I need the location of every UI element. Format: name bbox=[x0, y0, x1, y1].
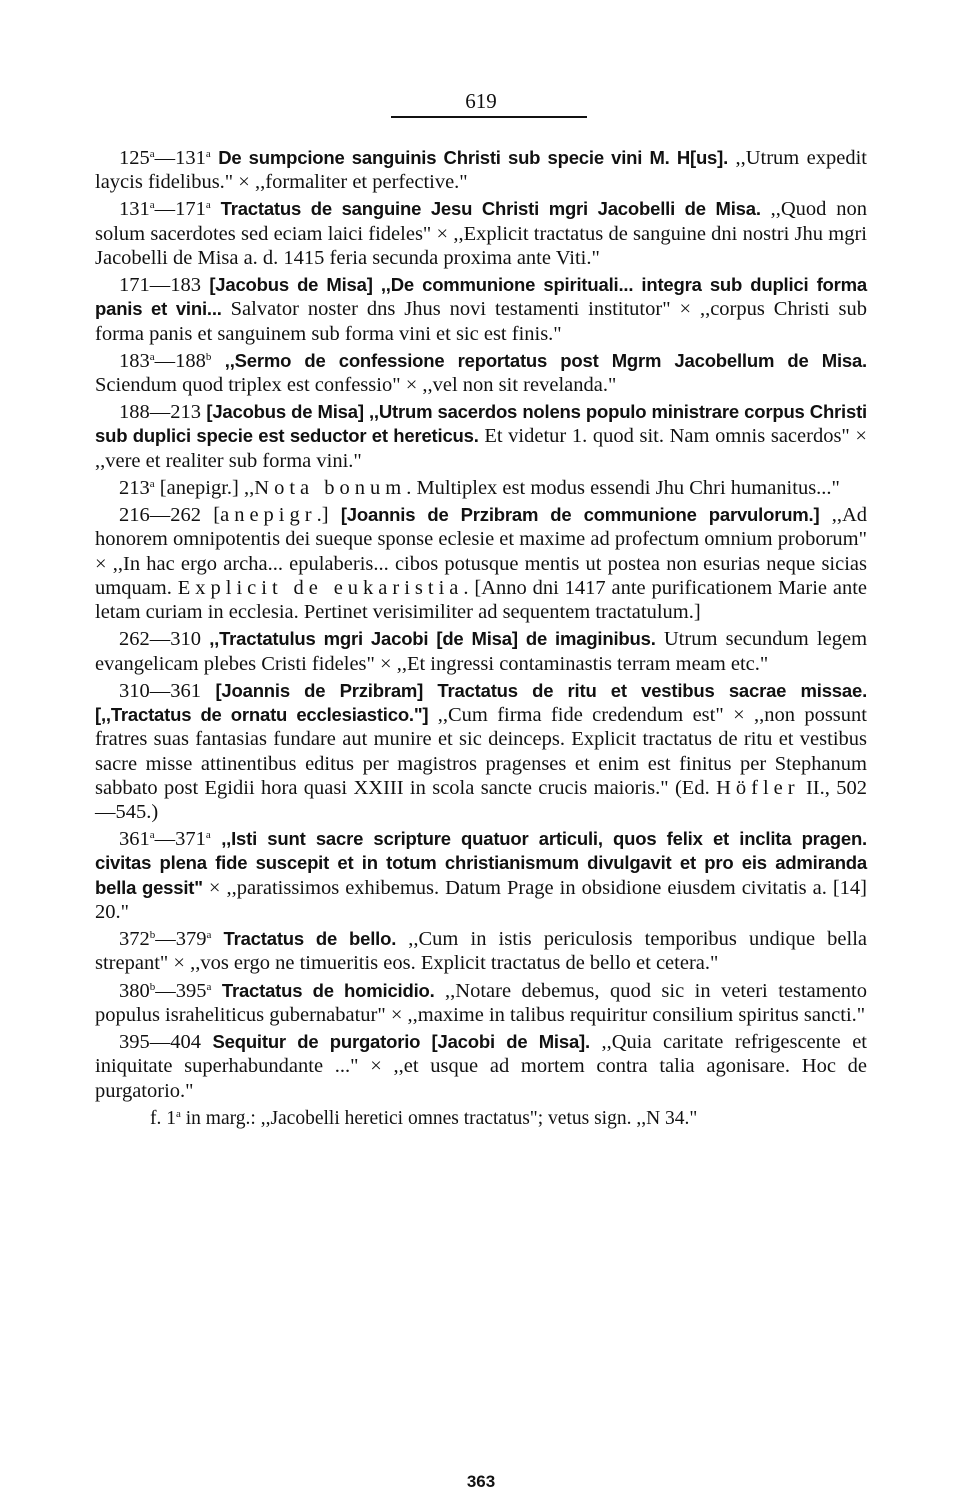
catalogue-entry bbox=[95, 979, 867, 1028]
entry-text: ,,Cum in istis periculosis temporibus undique bella strepant" × ,,vos ergo ne timueritis eos. Explicit tractatus de bello et cetera." bbox=[95, 928, 868, 975]
catalogue-entry bbox=[95, 927, 867, 976]
entry-tail: . [Anno dni 1417 ante purificationem Marie ante letam curiam in ecclesia. Pertinet verisimiliter ad sequentem tractatulum.] bbox=[95, 576, 867, 624]
entry-title: Tractatus de sanguine Jesu Christi mgri Jacobelli de Misa. bbox=[220, 198, 761, 220]
catalogue-entry bbox=[95, 503, 867, 624]
entry-title: ,,Tractatulus mgri Jacobi [de Misa] de imaginibus. bbox=[209, 628, 656, 650]
folio-range: 188—213 bbox=[119, 401, 201, 424]
folio-range: 380$^b$—395$^a$ bbox=[119, 979, 212, 1002]
header-rule bbox=[391, 116, 587, 118]
catalogue-entry bbox=[95, 1030, 867, 1103]
entry-prefix: [ bbox=[201, 503, 221, 526]
entry-title: ,,Sermo de confessione reportatus post Mgrm Jacobellum de Misa. bbox=[224, 349, 867, 371]
entry-title: [Joannis de Przibram de communione parvulorum.] bbox=[340, 503, 820, 525]
entry-text: Salvator noster dns Jhus novi testamenti institutor" × ,,corpus Christi sub forma panis et sanguinem sub forma vini et sic est finis." bbox=[95, 298, 867, 345]
page-number-top: 619 bbox=[465, 89, 497, 113]
entry-text: Et videtur 1. quod sit. Nam omnis sacerdos" × ,,vere et realiter sub forma vini." bbox=[95, 425, 867, 472]
entry-title: [Joannis de Przibram] Tractatus de ritu et vestibus sacrae missae. [,,Tractatus de ornatu ecclesiastico."] bbox=[95, 679, 868, 725]
folio-range: 395—404 bbox=[119, 1030, 201, 1053]
catalogue-entries bbox=[95, 146, 867, 1134]
entry-text: ,,Quod non solum sacerdotes sed eciam laici fideles" × ,,Explicit tractatus de sanguine dni nostri Jhu mgri Jacobelli de Misa a. d. 1415 feria secunda proxima ante Viti." bbox=[95, 198, 868, 269]
marginal-note: f. 1$^a$ in marg.: ,,Jacobelli heretici omnes tractatus"; vetus sign. ,,N 34." bbox=[150, 1107, 698, 1129]
entry-title: Tractatus de bello. bbox=[223, 928, 397, 950]
entry-title: Sequitur de purgatorio [Jacobi de Misa]. bbox=[212, 1030, 590, 1052]
spaced-word: anepigr bbox=[220, 503, 317, 526]
spaced-author: Höfler bbox=[716, 776, 800, 799]
folio-range: 131$^a$—171$^a$ bbox=[119, 198, 211, 221]
spaced-title: Nota bonum bbox=[254, 476, 407, 499]
folio-range: 216—262 bbox=[119, 503, 201, 526]
entry-text: × ,,paratissimos exhibemus. Datum Prage in obsidione eiusdem civitatis a. [14] 20." bbox=[95, 876, 868, 924]
catalogue-entry bbox=[95, 197, 867, 270]
folio-range: 361$^a$—371$^a$ bbox=[119, 828, 211, 851]
catalogue-entry bbox=[95, 146, 867, 195]
folio-range: 125$^a$—131$^a$ bbox=[119, 147, 211, 169]
catalogue-entry bbox=[95, 627, 867, 676]
entry-title: De sumpcione sanguinis Christi sub specie vini M. H[us]. bbox=[218, 147, 729, 168]
folio-range: 262—310 bbox=[119, 628, 201, 651]
entry-text: ,,Notare debemus, quod sic in veteri testamento populus israheliticus gubernabatur" × ,,maxime in talibus requiritur consilium spiritus sancti." bbox=[95, 979, 867, 1026]
folio-range: 213$^a$ bbox=[119, 476, 155, 499]
page-number-bottom: 363 bbox=[466, 1472, 496, 1491]
entry-text: Utrum secundum legem evangelicam plebes Cristi fideles" × ,,Et ingressi contaminastis terram meam etc." bbox=[95, 628, 868, 675]
folio-range: 372$^b$—379$^a$ bbox=[119, 928, 212, 951]
folio-range: 171—183 bbox=[119, 274, 201, 297]
entry-text: ,,Ad honorem omnipotentis dei sueque sponse eclesie et maxime ad profectum omnium proborum" × ,,In hac ergo archa... epulaberis... cibos potusque mentis ut postea non esurias neque sicias umquam. bbox=[95, 503, 868, 599]
catalogue-entry bbox=[95, 679, 867, 825]
spaced-explicit: Explicit de eukaristia bbox=[177, 576, 464, 599]
entry-title: [Jacobus de Misa] ,,Utrum sacerdos nolens populo ministrare corpus Christi sub duplici specie est seductor et hereticus. bbox=[95, 401, 867, 447]
entry-text: ,,Quia caritate refrigescente et iniquitate superhabundante ..." × ,,et usque ad mortem contra talia agonisare. Hoc de purgatorio." bbox=[95, 1030, 868, 1102]
entry-prefix: [anepigr.] ,, bbox=[154, 476, 255, 499]
entry-text: . Multiplex est modus essendi Jhu Chri humanitus..." bbox=[406, 476, 840, 499]
folio-range: 183$^a$—188$^b$ bbox=[119, 349, 212, 372]
entry-prefix: .] bbox=[316, 503, 341, 526]
entry-text: ,,Cum firma fide credendum est" × ,,non possunt fratres suas fantasias fundare aut munire et sic deinceps. Explicit tractatus de ritu et vestibus sacre misse attinentibus editus per magistros pragenses et enim est finitus per Stephanum sabbato post Egidii hora quasi XXIII in scola sancte crucis maioris." (Ed. bbox=[95, 703, 867, 799]
entry-tail: II., 502—545.) bbox=[95, 776, 867, 824]
catalogue-entry bbox=[95, 400, 867, 473]
entry-title: [Jacobus de Misa] ,,De communione spirituali... integra sub duplici forma panis et vini... bbox=[95, 274, 867, 320]
catalogue-entry bbox=[95, 827, 867, 924]
catalogue-entry bbox=[95, 476, 867, 500]
catalogue-entry bbox=[95, 273, 867, 346]
entry-title: Tractatus de homicidio. bbox=[221, 979, 435, 1001]
folio-range: 310—361 bbox=[119, 679, 201, 702]
catalogue-entry bbox=[95, 349, 867, 398]
entry-text: Sciendum quod triplex est confessio" × ,,vel non sit revelanda." bbox=[95, 374, 617, 397]
entry-text: ,,Utrum expedit laycis fidelibus." × ,,formaliter et perfective." bbox=[95, 147, 867, 194]
entry-title: ,,Isti sunt sacre scripture quatuor articuli, quos felix et inclita pragen. civitas plena fide suscepit et in totum christianismum divulgavit et pro eis admiranda bella gessit" bbox=[95, 828, 867, 898]
